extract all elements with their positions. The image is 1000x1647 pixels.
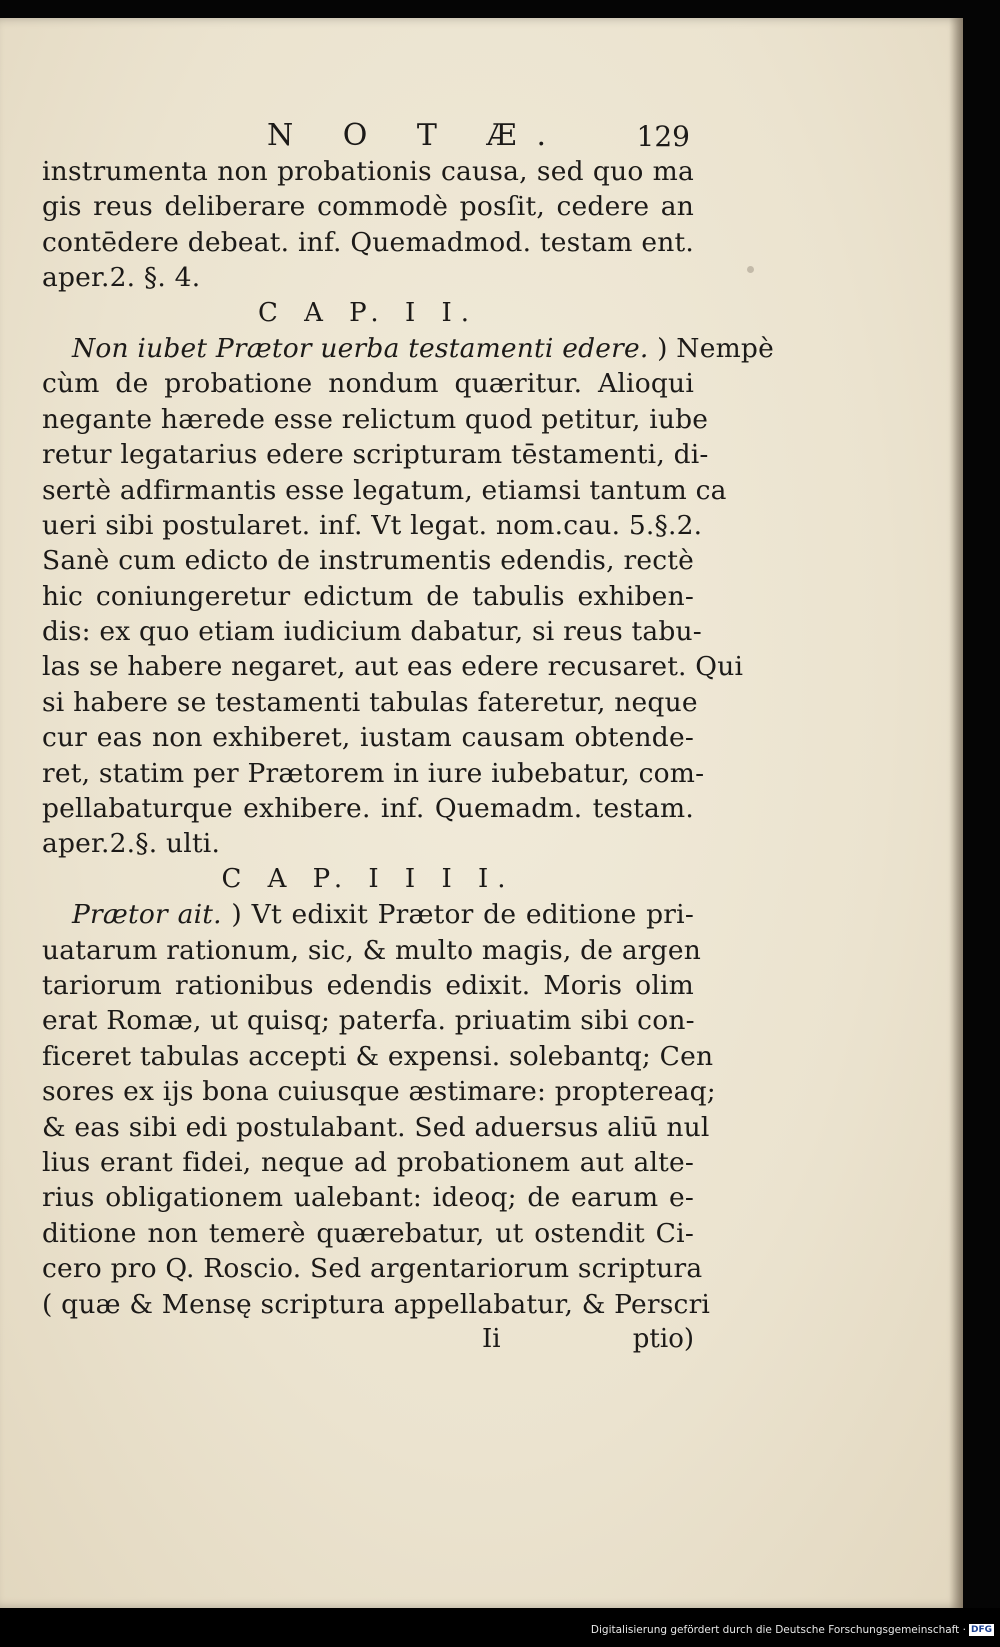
text-line: ret, statim per Prætorem in iure iubebatur, com-: [42, 757, 705, 789]
text-line: las se habere negaret, aut eas edere recusaret. Qui: [42, 651, 744, 683]
catch-line: [42, 1322, 694, 1357]
credit-text: Digitalisierung gefördert durch die Deutsche Forschungsgemeinschaft ·: [590, 1624, 966, 1636]
text-line: dis: ex quo etiam iudicium dabatur, si reus tabu-: [42, 616, 702, 648]
text-line: ueri sibi postularet. inf. Vt legat. nom.cau. 5.§.2.: [42, 509, 703, 541]
text-line: rius obligationem ualebant: ideoq; de earum e-: [42, 1182, 694, 1214]
chapter-heading-4: C A P. I I I I.: [221, 863, 515, 894]
text-line: cero pro Q. Roscio. Sed argentariorum scriptura: [42, 1253, 703, 1285]
text-line: uatarum rationum, sic, & multo magis, de argen: [42, 934, 701, 966]
text-line: retur legatarius edere scripturam tēstamenti, di-: [42, 439, 709, 471]
lemma: Prætor ait.: [72, 899, 222, 931]
text-line: cur eas non exhiberet, iustam causam obtende-: [42, 722, 694, 754]
text-line: aper.2. §. 4.: [42, 262, 201, 294]
text-line: ficeret tabulas accepti & expensi. solebantq; Cen: [42, 1040, 714, 1072]
chapter-lead-line: [42, 897, 694, 932]
text-line: gis reus deliberare commodè posſit, cedere an: [42, 191, 694, 223]
text-line: sores ex ijs bona cuiusque æstimare: proptereaq;: [42, 1076, 716, 1108]
text-line: sertè adfirmantis esse legatum, etiamsi tantum ca: [42, 474, 727, 506]
lead-text: ) Vt edixit Prætor de editione pri-: [231, 899, 695, 931]
page-number: 129: [636, 120, 690, 153]
text-line: aper.2.§. ulti.: [42, 828, 221, 860]
text-line: negante hærede esse relictum quod petitur, iube: [42, 403, 709, 435]
page-edge-shadow: [949, 18, 963, 1608]
text-line: ditione non temerè quærebatur, ut ostendit Ci-: [42, 1217, 694, 1249]
text-line: cùm de probatione nondum quæritur. Alioqui: [42, 368, 694, 400]
lemma: Non iubet Prætor uerba testamenti edere.: [72, 332, 649, 364]
chapter-heading-2: C A P. I I.: [257, 297, 479, 328]
text-line: tariorum rationibus edendis edixit. Moris olim: [42, 969, 694, 1001]
paper-speck: [747, 266, 754, 273]
page-header: [42, 110, 694, 154]
text-line: erat Romæ, ut quisq; paterfa. priuatim sibi con-: [42, 1005, 695, 1037]
text-line: Sanè cum edicto de instrumentis edendis, rectè: [42, 545, 694, 577]
dfg-logo-icon: DFG: [970, 1625, 992, 1635]
text-line: hic coniungeretur edictum de tabulis exhiben-: [42, 580, 694, 612]
lead-text: ) Nempè: [657, 332, 774, 364]
chapter-lead-line: [42, 331, 774, 366]
catchword: ptio): [632, 1323, 694, 1354]
book-page: [0, 18, 963, 1608]
text-line: contēdere debeat. inf. Quemadmod. testam ent.: [42, 226, 694, 258]
text-line: instrumenta non probationis causa, sed quo ma: [42, 156, 694, 187]
footer-credit: [591, 1624, 994, 1636]
text-line: & eas sibi edi postulabant. Sed aduersus aliū nul: [42, 1111, 710, 1143]
text-line: lius erant fidei, neque ad probationem aut alte-: [42, 1146, 694, 1178]
text-line: si habere se testamenti tabulas fateretur, neque: [42, 686, 698, 718]
running-head: N O T Æ.: [267, 118, 567, 153]
signature-mark: Ii: [482, 1323, 501, 1354]
text-block: [42, 110, 774, 1357]
text-line: ( quæ & Mensę scriptura appellabatur, & Perscri: [42, 1288, 711, 1320]
text-line: pellabaturque exhibere. inf. Quemadm. testam.: [42, 793, 694, 825]
